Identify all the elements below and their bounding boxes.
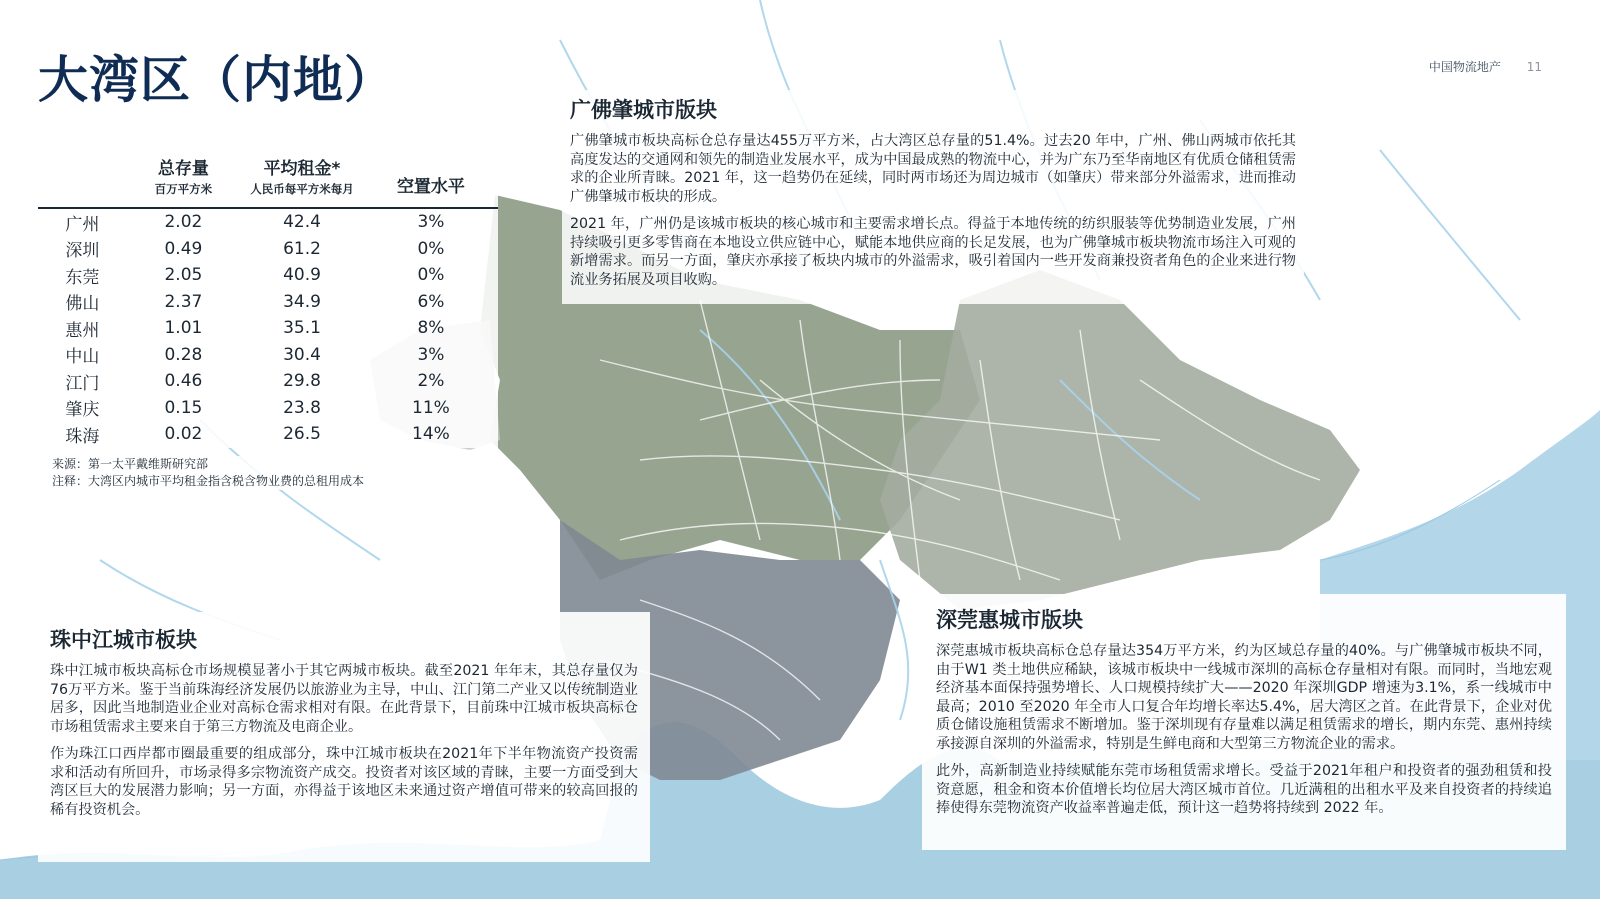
vacancy-value: 6% <box>417 291 445 312</box>
table-row <box>38 368 498 395</box>
panel-zzj <box>38 612 650 862</box>
rent-value: 42.4 <box>283 212 321 233</box>
column-header-vacancy: 空置水平 <box>396 177 465 197</box>
stock-value: 2.05 <box>164 265 203 286</box>
brand-header <box>1429 58 1542 75</box>
column-header-city <box>38 150 127 208</box>
table-row <box>38 236 498 263</box>
column-header-stock: 总存量 百万平方米 <box>154 159 213 196</box>
table-row <box>38 315 498 342</box>
rent-value: 40.9 <box>283 265 321 286</box>
panel-paragraph: 此外，高新制造业持续赋能东莞市场租赁需求增长。受益于2021年租户和投资者的强劲租赁和投资意愿，租金和资本价值增长均位居大湾区城市首位。几近满租的出租水平及来自投资者的持续追捧使得东莞物流资产收益率普遍走低，预计这一趋势将持续到 2022 年。 <box>936 763 1552 816</box>
stock-value: 0.49 <box>164 238 203 259</box>
table-row <box>38 342 498 369</box>
stock-value: 0.46 <box>164 371 203 392</box>
vacancy-value: 0% <box>417 238 445 259</box>
vacancy-value: 14% <box>412 424 450 445</box>
city-name: 中山 <box>65 347 100 368</box>
table-row <box>38 395 498 422</box>
page-number: 11 <box>1526 60 1542 74</box>
table-source: 来源：第一太平戴维斯研究部 <box>52 457 209 471</box>
panel-paragraph: 作为珠江口西岸都市圈最重要的组成部分，珠中江城市板块在2021年下半年物流资产投资需求和活动有所回升，市场录得多宗物流资产成交。投资者对该区域的青睐，主要一方面受到大湾区巨大的发展潜力影响；另一方面，亦得益于该地区未来通过资产增值可带来的较高回报的稀有投资机会。 <box>50 746 638 818</box>
vacancy-value: 0% <box>417 265 445 286</box>
vacancy-value: 3% <box>417 212 445 233</box>
stock-value: 1.01 <box>164 318 203 339</box>
rent-value: 35.1 <box>283 318 321 339</box>
rent-value: 61.2 <box>283 238 321 259</box>
panel-paragraph: 2021 年，广州仍是该城市板块的核心城市和主要需求增长点。得益于本地传统的纺织服装等优势制造业发展，广州持续吸引更多零售商在本地设立供应链中心，赋能本地供应商的长足发展，也为广佛肇城市板块物流市场注入可观的新增需求。而另一方面，肇庆亦承接了板块内城市的外溢需求，吸引着国内一些开发商兼投资者角色的企业来进行物流业务拓展及项目收购。 <box>570 216 1296 288</box>
table-row <box>38 421 498 448</box>
panel-paragraph: 珠中江城市板块高标仓市场规模显著小于其它两城市板块。截至2021 年年末，其总存量仅为76万平方米。鉴于当前珠海经济发展仍以旅游业为主导，中山、江门第二产业又以传统制造业居多，因此当地制造业企业对高标仓需求相对有限。在此背景下，目前珠中江城市板块高标仓市场租赁需求主要来自于第三方物流及电商企业。 <box>50 663 638 735</box>
stock-table <box>38 150 498 448</box>
table-notes <box>52 456 370 490</box>
panel-paragraph: 广佛肇城市板块高标仓总存量达455万平方米，占大湾区总存量的51.4%。过去20 年中，广州、佛山两城市依托其高度发达的交通网和领先的制造业发展水平，成为中国最成熟的物流中心，并为广东乃至华南地区有优质仓储租赁需求的企业所青睐。2021 年，这一趋势仍在延续，同时两市场还为周边城市（如肇庆）带来部分外溢需求，进而推动广佛肇城市板块的形成。 <box>570 133 1296 205</box>
column-header-rent: 平均租金* 人民币每平方米每月 <box>250 159 354 196</box>
rent-value: 30.4 <box>283 344 321 365</box>
city-name: 广州 <box>65 214 100 235</box>
table-row <box>38 208 498 236</box>
city-name: 江门 <box>65 373 100 394</box>
rent-value: 23.8 <box>283 397 321 418</box>
stock-value: 0.02 <box>164 424 203 445</box>
stock-value: 0.28 <box>164 344 203 365</box>
panel-title: 珠中江城市板块 <box>50 628 197 652</box>
vacancy-value: 11% <box>412 397 450 418</box>
city-name: 肇庆 <box>65 400 100 421</box>
stock-value: 0.15 <box>164 397 203 418</box>
city-name: 珠海 <box>65 426 100 447</box>
city-name: 深圳 <box>65 241 100 262</box>
panel-title: 广佛肇城市版块 <box>570 98 717 122</box>
vacancy-value: 3% <box>417 344 445 365</box>
region-sgh <box>880 270 1360 610</box>
rent-value: 26.5 <box>283 424 321 445</box>
vacancy-value: 2% <box>417 371 445 392</box>
table-footnote: 注释：大湾区内城市平均租金指含税含物业费的总租用成本 <box>52 474 365 488</box>
stock-value: 2.37 <box>164 291 203 312</box>
panel-sgh <box>922 594 1566 850</box>
panel-title: 深莞惠城市版块 <box>936 608 1083 632</box>
brand-name: 中国物流地产 <box>1428 60 1501 74</box>
city-name: 东莞 <box>65 267 100 288</box>
rent-value: 29.8 <box>283 371 321 392</box>
stock-value: 2.02 <box>164 212 203 233</box>
city-name: 惠州 <box>65 320 100 341</box>
page-title: 大湾区（内地） <box>38 51 395 109</box>
table-row <box>38 289 498 316</box>
table-header-row <box>38 150 498 208</box>
city-name: 佛山 <box>65 294 100 315</box>
table-row <box>38 262 498 289</box>
rent-value: 34.9 <box>283 291 321 312</box>
panel-paragraph: 深莞惠城市板块高标仓总存量达354万平方米，约为区域总存量的40%。与广佛肇城市板块不同，由于W1 类土地供应稀缺，该城市板块中一线城市深圳的高标仓存量相对有限。而同时，当地宏观经济基本面保持强势增长、人口规模持续扩大——2020 年深圳GDP 增速为3.1%，系一线城市中最高；2010 至2020 年全市人口复合年均增长率达5.4%，居大湾区之首。在此背景下，企业对优质仓储设施租赁需求不断增加。鉴于深圳现有存量难以满足租赁需求的增长，期内东莞、惠州持续承接源自深圳的外溢需求，特别是生鲜电商和大型第三方物流企业的需求。 <box>936 643 1552 752</box>
vacancy-value: 8% <box>417 318 445 339</box>
panel-gfz <box>562 90 1304 304</box>
